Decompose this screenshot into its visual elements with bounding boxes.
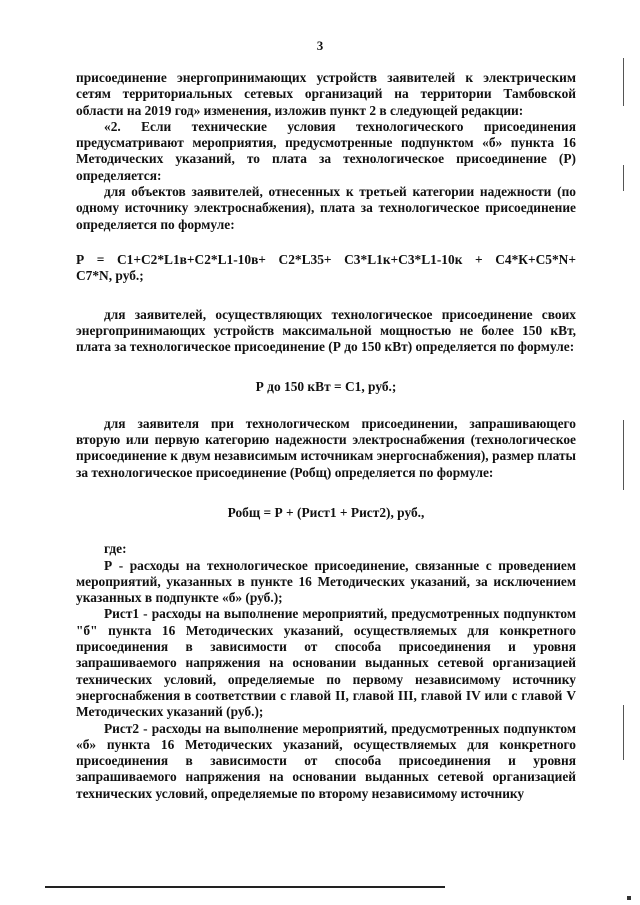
formula-total: Робщ = Р + (Рист1 + Рист2), руб., — [227, 504, 425, 520]
paragraph-150kw: для заявителей, осуществляющих технологическое присоединение своих энергопринимающих устройств максимальной мощностью не более 150 кВт, плата за технологическое присоединение (Р до 150 кВт) определяется по формуле: — [76, 306, 576, 355]
definition-rist2: Рист2 - расходы на выполнение мероприятий, предусмотренных подпунктом «б» пункта 16 Методических указаний, осуществляемых для конкретного присоединения в зависимости от способа присоединения и уровня запрашиваемого напряжения на основании выданных сетевой организацией технических условий, определяемые по второму независимому источнику — [76, 720, 576, 801]
paragraph-clause-2: «2. Если технические условия технологического присоединения предусматривают мероприятия, предусмотренные подпунктом «б» пункта 16 Методических указаний, то плата за технологическое присоединение (Р) определяется: — [76, 118, 576, 183]
scan-margin-mark — [623, 705, 624, 760]
paragraph-third-category: для объектов заявителей, отнесенных к третьей категории надежности (по одному источнику электроснабжения), плата за технологическое присоединение определяется по формуле: — [76, 184, 576, 232]
formula-p — [76, 252, 576, 285]
page-number: 3 — [316, 38, 324, 53]
document-body — [76, 70, 576, 802]
scan-corner-mark — [627, 896, 631, 900]
definition-p: Р - расходы на технологическое присоединение, связанные с проведением мероприятий, указанных в пункте 16 Методических указаний, за исключением указанных в подпункте «б» (руб.); — [76, 557, 576, 606]
formula-p-line2: С7*N, руб.; — [76, 268, 144, 284]
scan-margin-mark — [623, 165, 624, 191]
scan-margin-mark — [623, 58, 624, 106]
definition-rist1: Рист1 - расходы на выполнение мероприятий, предусмотренных подпунктом "б" пункта 16 Методических указаний, осуществляемых для конкретного присоединения в зависимости от способа присоединения и уровня запрашиваемого напряжения на основании выданных сетевой организацией технических условий, определяемые по первому независимому источнику энергоснабжения в соответствии с главой II, главой III, главой IV или с главой V Методических указаний (руб.); — [76, 606, 576, 720]
scan-margin-mark — [623, 420, 624, 490]
formula-p-line1: Р = С1+С2*L1в+С2*L1-10в+ С2*L35+ С3*L1к+С3*L1-10к + С4*К+С5*N+ — [76, 251, 576, 267]
paragraph-second-category: для заявителя при технологическом присоединении, запрашивающего вторую или первую категорию надежности электроснабжения (технологическое присоединение к двум независимым источникам энергоснабжения), размер платы за технологическое присоединение (Робщ) определяется по формуле: — [76, 415, 576, 480]
formula-p150: Р до 150 кВт = С1, руб.; — [255, 379, 397, 395]
where-label: где: — [104, 541, 127, 557]
scan-bottom-edge — [45, 886, 445, 888]
paragraph-intro: присоединение энергопринимающих устройств заявителей к электрическим сетям территориальных сетевых организаций на территории Тамбовской области на 2019 год» изменения, изложив пункт 2 в следующей редакции: — [76, 70, 576, 118]
